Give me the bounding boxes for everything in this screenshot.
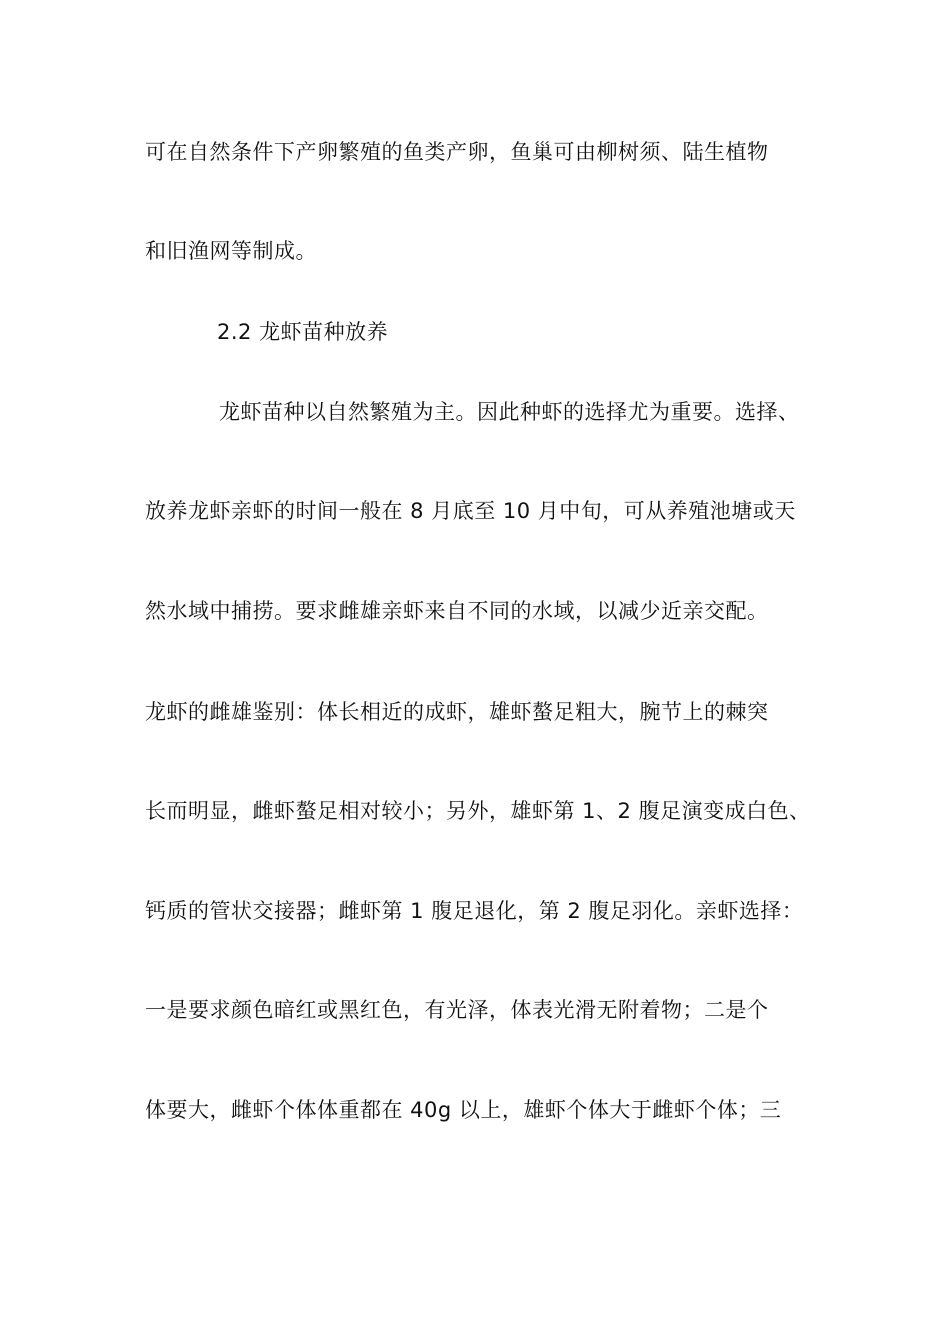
text-line: 龙虾苗种以自然繁殖为主。因此种虾的选择尤为重要。选择、: [219, 400, 800, 424]
text-line: 体要大，雌虾个体体重都在 40g 以上，雄虾个体大于雌虾个体；三: [145, 1098, 782, 1122]
text-line: 龙虾的雌雄鉴别：体长相近的成虾，雄虾螯足粗大，腕节上的棘突: [145, 700, 769, 724]
text-line: 然水域中捕捞。要求雌雄亲虾来自不同的水域，以减少近亲交配。: [145, 599, 769, 623]
text-line: 长而明显，雌虾螯足相对较小；另外，雄虾第 1、2 腹足演变成白色、: [145, 799, 811, 823]
text-line: 放养龙虾亲虾的时间一般在 8 月底至 10 月中旬，可从养殖池塘或天: [145, 499, 796, 523]
text-line: 和旧渔网等制成。: [145, 239, 317, 263]
section-heading: 2.2 龙虾苗种放养: [217, 320, 389, 344]
text-line: 钙质的管状交接器；雌虾第 1 腹足退化，第 2 腹足羽化。亲虾选择：: [145, 899, 804, 923]
text-line: 一是要求颜色暗红或黑红色，有光泽，体表光滑无附着物；二是个: [145, 998, 769, 1022]
text-line: 可在自然条件下产卵繁殖的鱼类产卵，鱼巢可由柳树须、陆生植物: [145, 140, 769, 164]
